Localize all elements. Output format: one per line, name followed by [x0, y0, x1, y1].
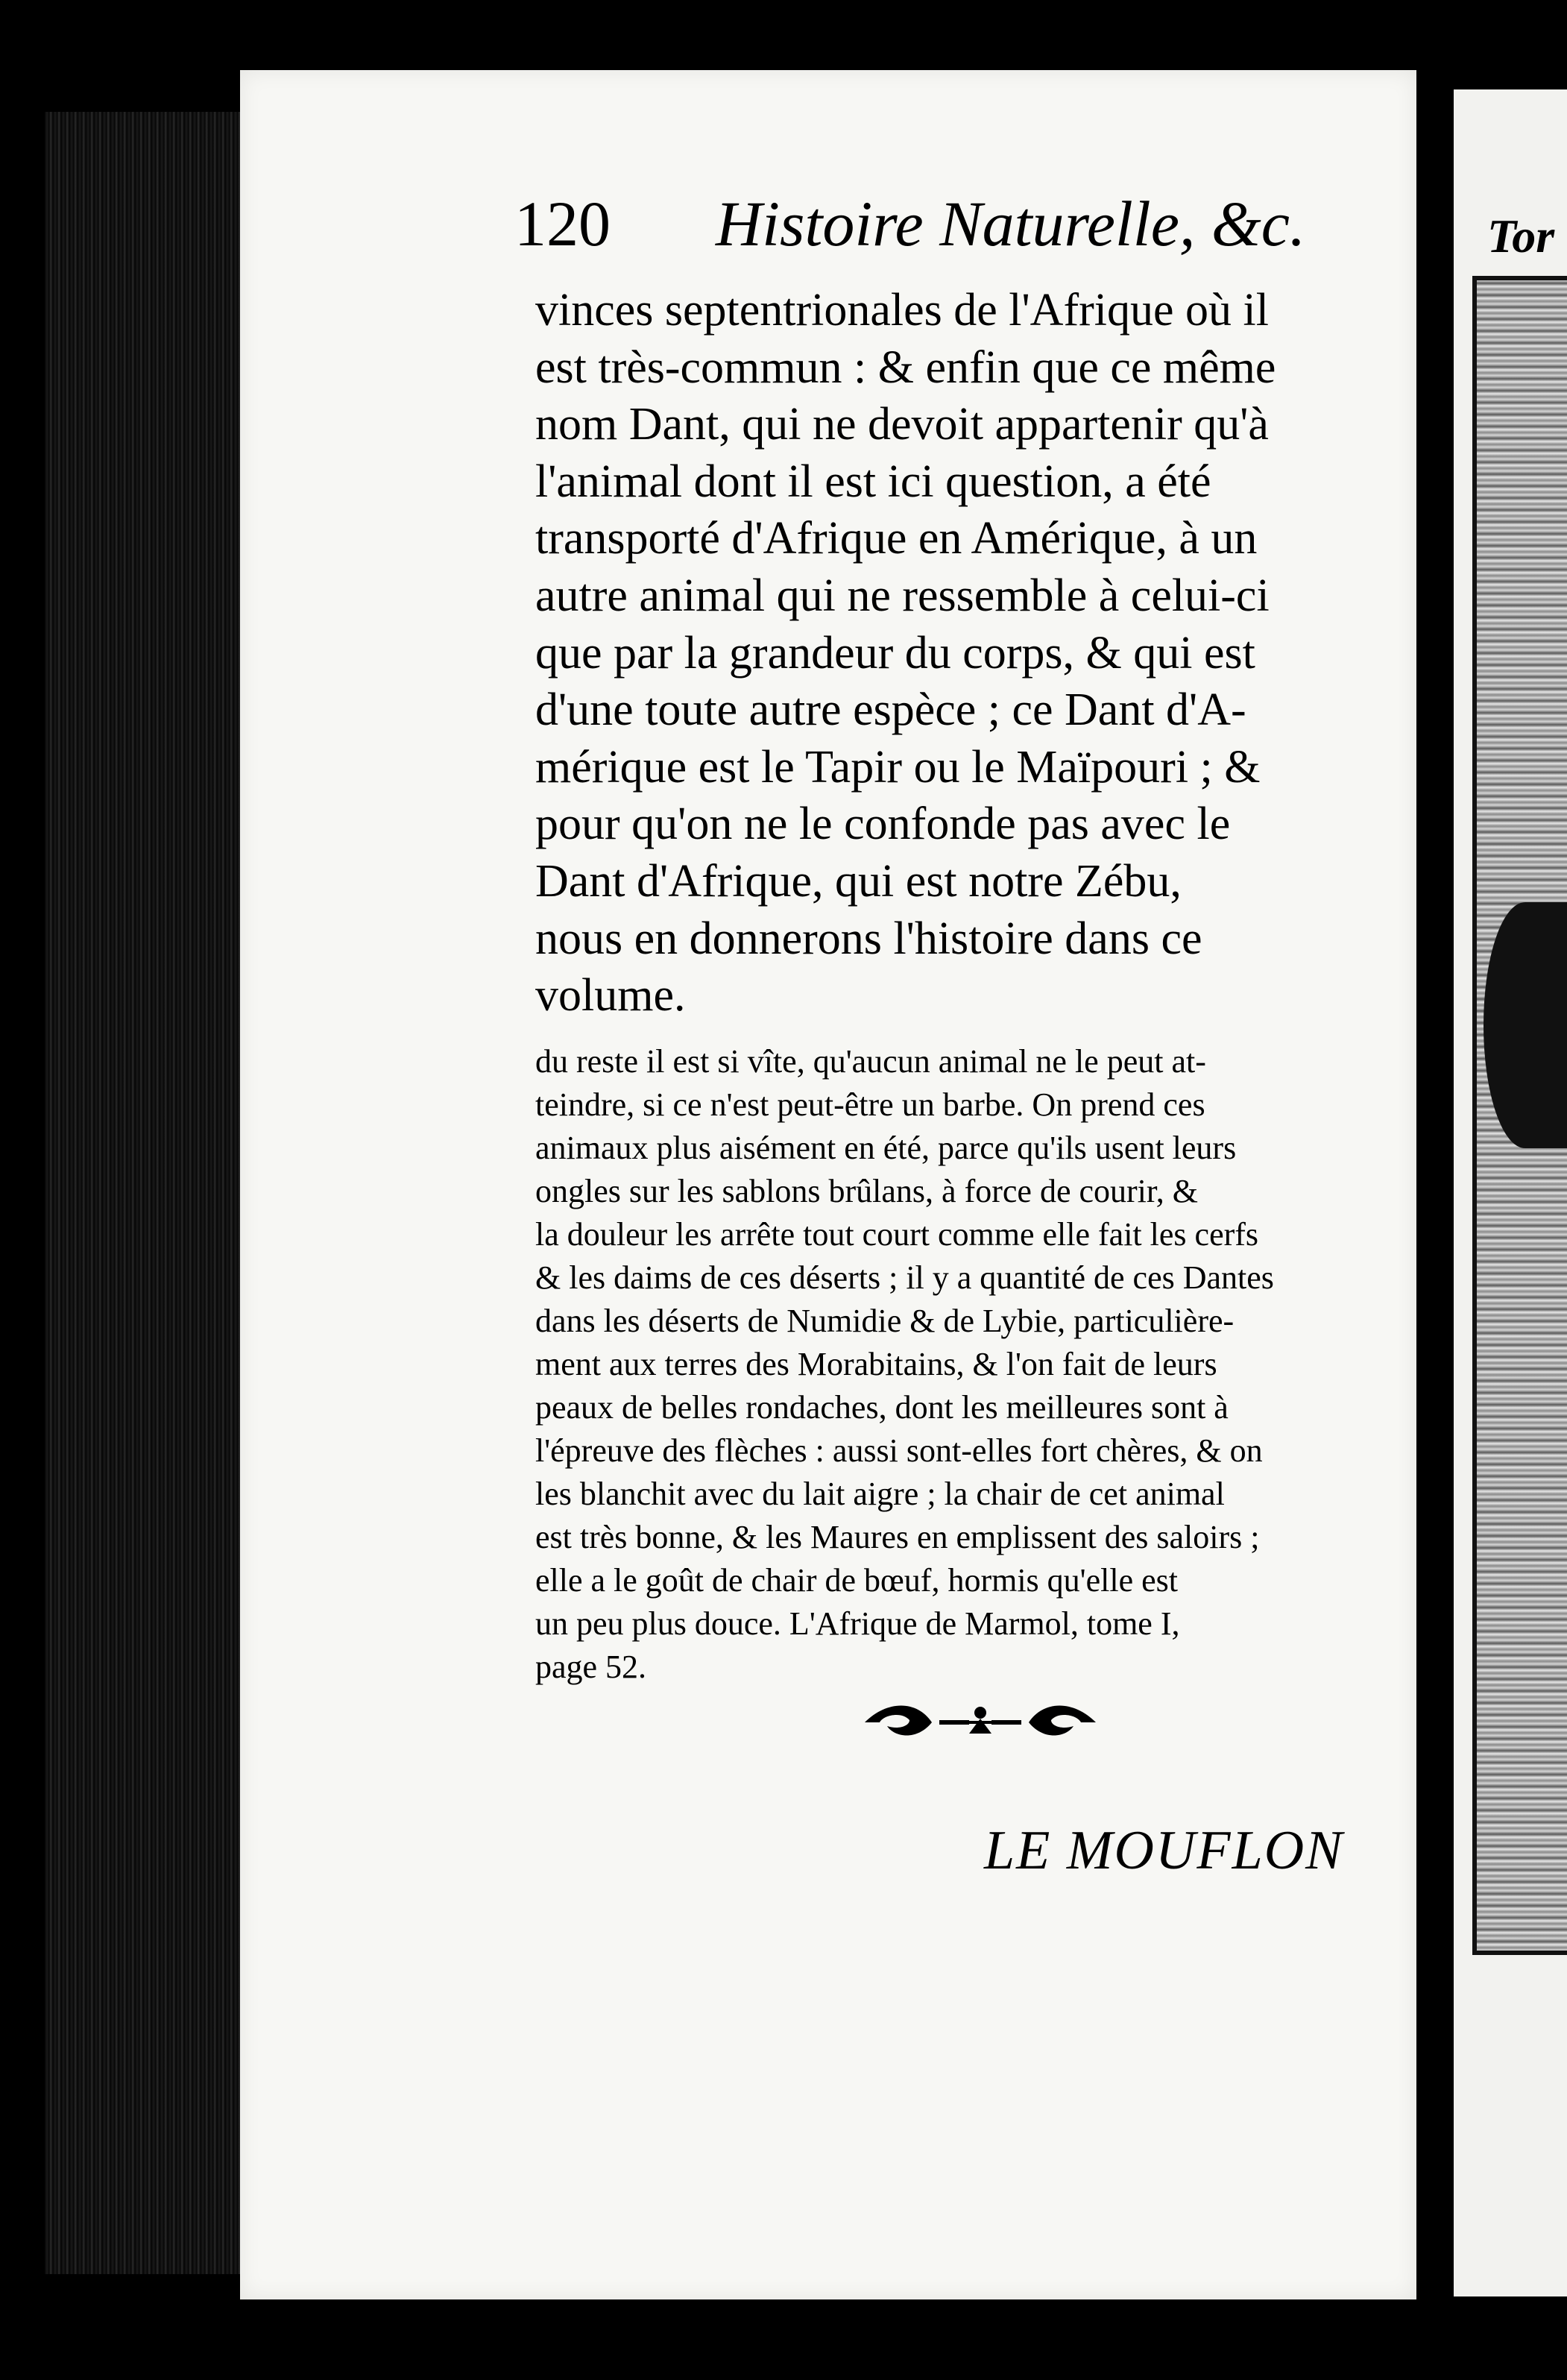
running-title: Histoire Naturelle, &c.	[716, 188, 1306, 259]
note-line: teindre, si ce n'est peut-être un barbe. On prend ces	[535, 1086, 1205, 1123]
note-line: elle a le goût de chair de bœuf, hormis qu'elle est	[535, 1562, 1178, 1599]
text-line: nous en donnerons l'histoire dans ce	[535, 913, 1202, 964]
note-line: du reste il est si vîte, qu'aucun animal ne le peut at-	[535, 1043, 1206, 1080]
note-line: animaux plus aisément en été, parce qu'ils usent leurs	[535, 1130, 1237, 1166]
decorative-ornament-icon	[857, 1696, 1103, 1748]
note-line: un peu plus douce. L'Afrique de Marmol, tome I,	[535, 1605, 1180, 1642]
page-number: 120	[514, 188, 611, 259]
note-line: est très bonne, & les Maures en emplissent des saloirs ;	[535, 1519, 1260, 1555]
next-section-heading: LE MOUFLON	[984, 1820, 1344, 1881]
text-line: Dant d'Afrique, qui est notre Zébu,	[535, 855, 1182, 907]
text-line: mérique est le Tapir ou le Maïpouri ; &	[535, 741, 1261, 793]
text-line: pour qu'on ne le confonde pas avec le	[535, 799, 1231, 850]
text-line: volume.	[535, 970, 686, 1021]
main-text	[535, 282, 1411, 1024]
note-line: peaux de belles rondaches, dont les meilleures sont à	[535, 1389, 1229, 1426]
text-line: l'animal dont il est ici question, a été	[535, 456, 1211, 507]
text-line: d'une toute autre espèce ; ce Dant d'A-	[535, 684, 1246, 736]
note-line: dans les déserts de Numidie & de Lybie, particulière-	[535, 1303, 1235, 1339]
footnote-text	[535, 1040, 1415, 1689]
text-line: est très-commun : & enfin que ce même	[535, 341, 1276, 393]
text-line: transporté d'Afrique en Amérique, à un	[535, 513, 1258, 564]
text-line: nom Dant, qui ne devoit appartenir qu'à	[535, 399, 1269, 450]
note-line: & les daims de ces déserts ; il y a quantité de ces Dantes	[535, 1259, 1274, 1296]
book-edge	[45, 112, 268, 2274]
note-line: la douleur les arrête tout court comme elle fait les cerfs	[535, 1216, 1259, 1253]
note-line: l'épreuve des flèches : aussi sont-elles fort chères, & on	[535, 1432, 1263, 1469]
text-line: autre animal qui ne ressemble à celui-ci	[535, 570, 1270, 621]
note-line: les blanchit avec du lait aigre ; la chair de cet animal	[535, 1476, 1225, 1512]
facing-page-label: Tor	[1487, 210, 1555, 262]
note-line: ongles sur les sablons brûlans, à force de courir, &	[535, 1173, 1199, 1209]
page-header	[514, 186, 1416, 268]
text-line: vinces septentrionales de l'Afrique où il	[535, 285, 1269, 336]
note-line: page 52.	[535, 1649, 647, 1685]
note-line: ment aux terres des Morabitains, & l'on fait de leurs	[535, 1346, 1217, 1382]
engraved-animal	[1484, 902, 1567, 1148]
text-line: que par la grandeur du corps, & qui est	[535, 627, 1255, 679]
